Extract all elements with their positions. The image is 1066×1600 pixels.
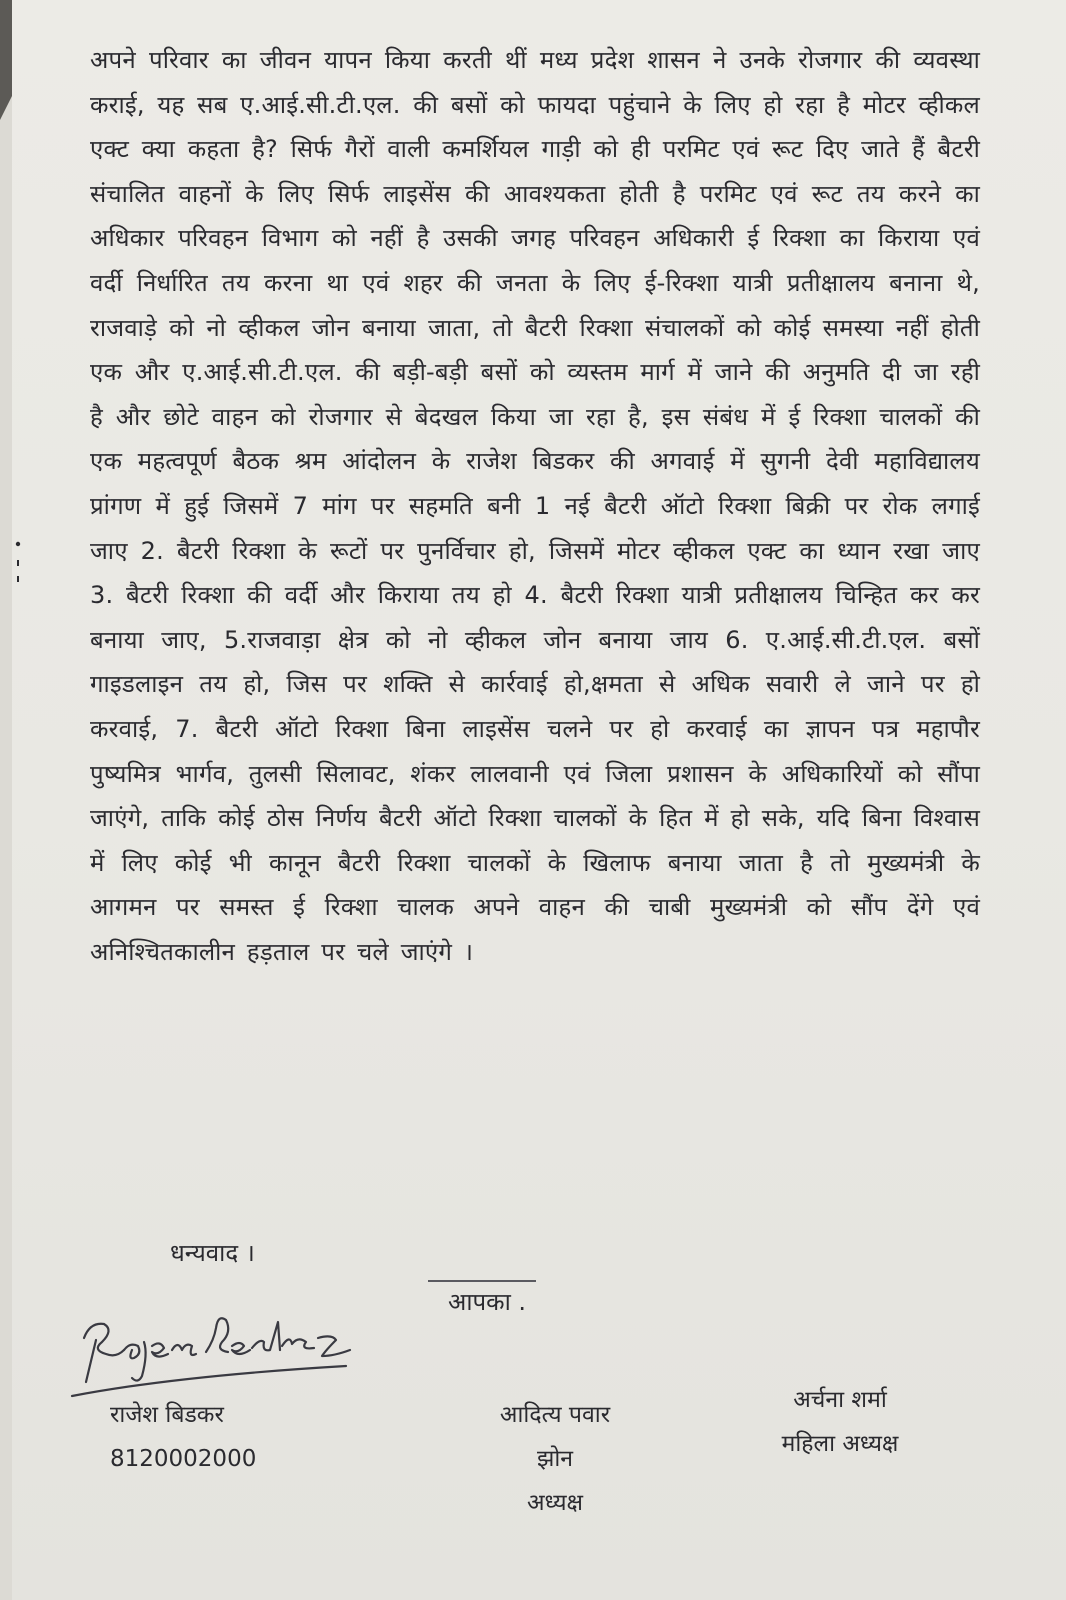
signatory-role: महिला अध्यक्ष	[781, 1431, 899, 1457]
signatory-phone: 8120002000	[110, 1446, 257, 1472]
signatory-role: अध्यक्ष	[526, 1490, 584, 1516]
signatory-aditya	[470, 1393, 640, 1525]
signatory-name: अर्चना शर्मा	[793, 1387, 887, 1413]
sign-off-text: आपका .	[448, 1288, 527, 1316]
signatory-name: राजेश बिडकर	[110, 1402, 224, 1428]
letter-body-paragraph: अपने परिवार का जीवन यापन किया करती थीं मध्य प्रदेश शासन ने उनके रोजगार की व्यवस्था कराई, यह सब ए.आई.सी.टी.एल. की बसों को फायदा पहुंचाने के लिए हो रहा है मोटर व्हीकल एक्ट क्या कहता है? सिर्फ गैरों वाली कमर्शियल गाड़ी को ही परमिट एवं रूट दिए जाते हैं बैटरी संचालित वाहनों के लिए सिर्फ लाइसेंस की आवश्यकता होती है परमिट एवं रूट तय करने का अधिकार परिवहन विभाग को नहीं है उसकी जगह परिवहन अधिकारी ई रिक्शा का किराया एवं वर्दी निर्धारित तय करना था एवं शहर की जनता के लिए ई-रिक्शा यात्री प्रतीक्षालय बनाना थे, राजवाड़े को नो व्हीकल जोन बनाया जाता, तो बैटरी रिक्शा संचालकों को कोई समस्या नहीं होती एक और ए.आई.सी.टी.एल. की बड़ी-बड़ी बसों को व्यस्तम मार्ग में जाने की अनुमति दी जा रही है और छोटे वाहन को रोजगार से बेदखल किया जा रहा है, इस संबंध में ई रिक्शा चालकों की एक महत्वपूर्ण बैठक श्रम आंदोलन के राजेश बिडकर की अगवाई में सुगनी देवी महाविद्यालय प्रांगण में हुई जिसमें 7 मांग पर सहमति बनी 1 नई बैटरी ऑटो रिक्शा बिक्री पर रोक लगाई जाए 2. बैटरी रिक्शा के रूटों पर पुनर्विचार हो, जिसमें मोटर व्हीकल एक्ट का ध्यान रखा जाए 3. बैटरी रिक्शा की वर्दी और किराया तय हो 4. बैटरी रिक्शा यात्री प्रतीक्षालय चिन्हित कर कर बनाया जाए, 5.राजवाड़ा क्षेत्र को नो व्हीकल जोन बनाया जाय 6. ए.आई.सी.टी.एल. बसों गाइडलाइन तय हो, जिस पर शक्ति से कार्रवाई हो,क्षमता से अधिक सवारी ले जाने पर हो करवाई, 7. बैटरी ऑटो रिक्शा बिना लाइसेंस चलने पर हो करवाई का ज्ञापन पत्र महापौर पुष्यमित्र भार्गव, तुलसी सिलावट, शंकर लालवानी एवं जिला प्रशासन के अधिकारियों को सौंपा जाएंगे, ताकि कोई ठोस निर्णय बैटरी ऑटो रिक्शा चालकों के हित में हो सके, यदि बिना विश्वास में लिए कोई भी कानून बैटरी रिक्शा चालकों के खिलाफ बनाया जाता है तो मुख्यमंत्री के आगमन पर समस्त ई रिक्शा चालक अपने वाहन की चाबी मुख्यमंत्री को सौंप देंगे एवं अनिश्चितकालीन हड़ताल पर चले जाएंगे ।	[90, 46, 980, 966]
signatory-role: झोन	[536, 1446, 574, 1472]
signatory-archana	[750, 1378, 930, 1466]
closing-thanks: धन्यवाद ।	[170, 1239, 255, 1267]
signatory-name: आदित्य पवार	[499, 1402, 611, 1428]
handwritten-signature	[56, 1280, 386, 1410]
signatory-rajesh	[110, 1393, 256, 1481]
sign-off-rule	[428, 1280, 536, 1282]
margin-marks	[14, 540, 22, 590]
